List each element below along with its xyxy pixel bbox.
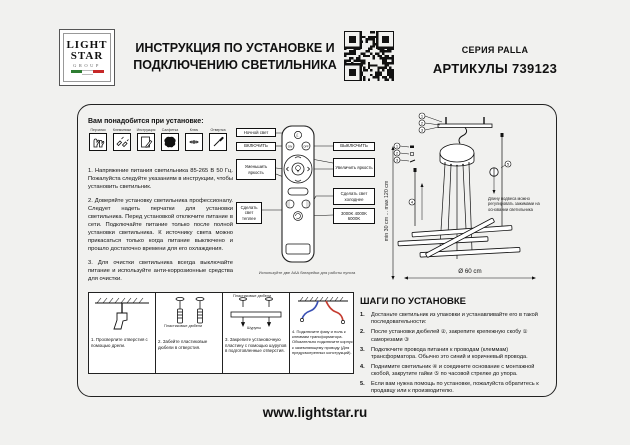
manual-icon bbox=[137, 133, 155, 151]
panel-drill bbox=[89, 293, 156, 373]
tool-label: Отвертка bbox=[210, 128, 226, 132]
tool-manual bbox=[136, 128, 156, 151]
panel-caption-2: 2. Забейте пластиковые дюбели в отверстия. bbox=[158, 339, 208, 350]
diameter-dimension-label: Ø 60 cm bbox=[458, 268, 482, 275]
logo-text-light: LIGHT bbox=[66, 39, 108, 52]
lightstar-logo-inner bbox=[63, 33, 111, 82]
step-text: Подключите провода питания к проводам (клеммам) трансформатора. Обычно это синий и коричневый провода. bbox=[371, 346, 528, 360]
title-line-1: ИНСТРУКЦИЯ ПО УСТАНОВКЕ И bbox=[135, 41, 335, 55]
battery-note: Используйте две ААА батарейки для работы пульта bbox=[258, 270, 356, 275]
dowels-illustration bbox=[158, 295, 220, 337]
screwdriver-icon bbox=[209, 133, 227, 151]
wiring-illustration bbox=[292, 295, 354, 329]
callout-3b: 3 bbox=[395, 157, 399, 163]
document-title bbox=[127, 40, 343, 73]
title-line-2: ПОДКЛЮЧЕНИЮ СВЕТИЛЬНИКА bbox=[133, 57, 337, 72]
install-step bbox=[360, 381, 554, 396]
install-step bbox=[360, 347, 554, 362]
tool-label: Перчатки bbox=[90, 128, 106, 132]
fixture-diagram bbox=[382, 108, 556, 292]
step-number: 4. bbox=[360, 363, 365, 370]
step-text: После установки дюбелей ②, закрепите крепежную скобу ① саморезами ③ bbox=[371, 329, 528, 343]
callout-2b: 2 bbox=[395, 150, 399, 156]
callout-2: 2 bbox=[420, 120, 424, 126]
series-label: СЕРИЯ PALLA bbox=[461, 45, 529, 55]
articles-label: АРТИКУЛЫ 739123 bbox=[432, 61, 558, 76]
gloves-icon bbox=[89, 133, 107, 151]
callout-warmer: Сделать свет теплее bbox=[236, 202, 262, 224]
step-number: 3. bbox=[360, 346, 365, 353]
tool-gloves bbox=[88, 128, 108, 151]
panel-caption-1: 1. Просверлите отверстия с помощью дрели. bbox=[91, 337, 148, 348]
italy-flag-icon bbox=[71, 70, 104, 75]
step-text: Если вам нужна помощь по установке, пожалуйста обратитесь к продавцу или к производителю. bbox=[371, 381, 539, 395]
neutral-wire bbox=[302, 301, 318, 319]
callout-3: 3 bbox=[420, 127, 424, 133]
callout-colder: Сделать свет холоднее bbox=[333, 188, 375, 205]
remote-diagram bbox=[236, 122, 378, 284]
callout-dim-up: Увеличить яркость bbox=[333, 158, 375, 177]
tool-label: Инструкция bbox=[136, 128, 156, 132]
install-step bbox=[360, 312, 554, 327]
panel-caption-3: 3. Закрепите установочную пластину с помощью шурупов в подготовленные отверстия. bbox=[225, 337, 287, 354]
terminals-icon bbox=[113, 133, 131, 151]
suspension-note: Длину подвеса можно регулировать зажимами на основании светильника bbox=[488, 196, 540, 212]
callout-night-light: Ночной свет bbox=[236, 128, 276, 137]
callout-turn-on: ВКЛЮЧИТЬ bbox=[236, 142, 276, 151]
note-3: 3. Для очистки светильника всегда выключайте питание и используйте анти-коррозионные средства для очистки. bbox=[88, 259, 233, 282]
moon-icon: ☾ bbox=[295, 132, 301, 139]
tool-napkin bbox=[160, 128, 180, 151]
dowels-label-3: Пластиковые дюбели bbox=[233, 294, 272, 298]
phase-wire bbox=[326, 301, 343, 321]
panel-caption-4: 4. Подключите фазу и ноль к клеммам трансформатора. Обязательно подключите корпус к заземляющему проводу (Для предусмотренных конструкций). bbox=[292, 329, 353, 355]
step-number: 2. bbox=[360, 329, 365, 336]
callout-5: 5 bbox=[506, 161, 510, 167]
callout-dim-down: Уменьшить яркость bbox=[236, 159, 276, 180]
tool-wrench bbox=[184, 128, 204, 151]
dowels-label: Пластиковые дюбели bbox=[164, 324, 203, 328]
lightstar-logo bbox=[59, 29, 115, 86]
install-step bbox=[360, 364, 554, 379]
website-url: www.lightstar.ru bbox=[262, 405, 368, 420]
drill-illustration bbox=[91, 295, 153, 337]
logo-text-group: GROUP bbox=[73, 63, 101, 69]
install-steps-heading: ШАГИ ПО УСТАНОВКЕ bbox=[360, 296, 466, 307]
tool-screwdriver bbox=[208, 128, 228, 151]
panel-dowels bbox=[156, 293, 223, 373]
on-button-glyph: ON bbox=[287, 144, 293, 149]
step-number: 5. bbox=[360, 381, 365, 387]
note-1: 1. Напряжение питания светильника 85-265 В 50 Гц. Пожалуйста следуйте указаниям в инструкции, чтобы установить светильник. bbox=[88, 168, 233, 190]
tool-label: Ключ bbox=[189, 128, 199, 132]
screws-label: Шурупы bbox=[247, 326, 262, 330]
tool-label: Салфетка bbox=[161, 128, 179, 132]
header-right bbox=[415, 45, 575, 76]
install-steps-section bbox=[360, 296, 554, 398]
callout-color-temps: 3000K 4000K 6000K bbox=[333, 208, 375, 224]
logo-text-star: STAR bbox=[70, 50, 104, 63]
callout-1b: 1 bbox=[395, 143, 399, 149]
step-text: Достаньте светильник из упаковки и устанавливайте его в такой последовательности: bbox=[371, 312, 538, 326]
panel-plate bbox=[223, 293, 290, 373]
step-text: Поднимите светильник ④ и соедините основание с монтажной скобой, закрутите гайки ⑤ по часовой стрелке до упора. bbox=[371, 363, 535, 378]
tools-row bbox=[88, 128, 230, 151]
tools-heading: Вам понадобится при установке: bbox=[88, 118, 204, 125]
callout-turn-off: ВЫКЛЮЧИТЬ bbox=[333, 142, 375, 151]
mounting-panels bbox=[88, 292, 354, 374]
off-button-glyph: OFF bbox=[303, 145, 309, 149]
height-dimension-label: min 30 cm ... max 120 cm bbox=[384, 180, 390, 242]
wrench-icon bbox=[185, 133, 203, 151]
tools-section bbox=[88, 118, 230, 151]
qr-code-icon bbox=[344, 31, 394, 81]
panel-wiring bbox=[290, 293, 356, 373]
napkin-icon bbox=[161, 133, 179, 151]
callout-4: 4 bbox=[410, 199, 414, 205]
callout-1: 1 bbox=[420, 113, 424, 119]
step-number: 1. bbox=[360, 312, 365, 318]
install-step bbox=[360, 329, 554, 344]
note-2: 2. Доверяйте установку светильника профессионалу. Следует надеть перчатки для установки светильника. Перед установкой отключите питание в сети. Подключайте питание только после полной установки светильника. К источнику света можно прикасаться только когда питание выключено и прошло достаточно времени для его охлаждения. bbox=[88, 197, 233, 252]
tool-terminals bbox=[112, 128, 132, 151]
safety-notes bbox=[88, 168, 233, 290]
tool-label: Клеммники bbox=[112, 128, 132, 132]
plate-illustration bbox=[225, 295, 287, 337]
